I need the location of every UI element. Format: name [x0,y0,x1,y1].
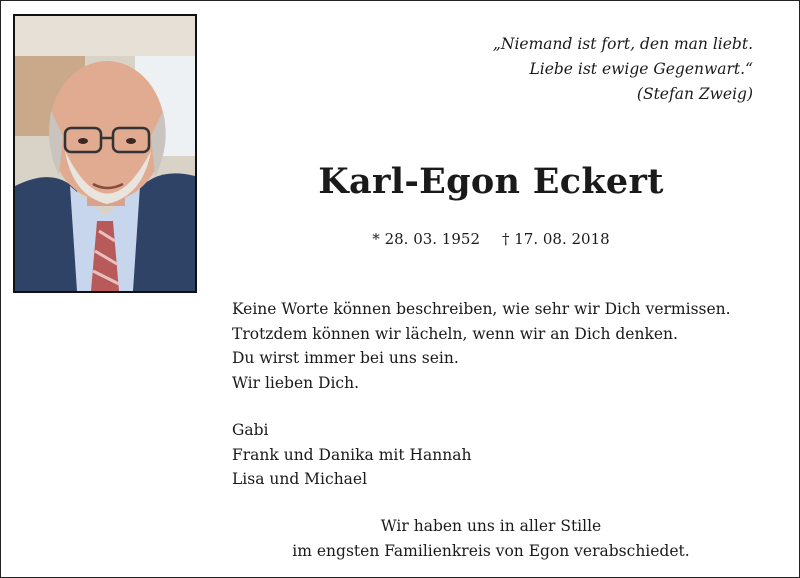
portrait-photo [13,14,197,293]
death-date: † 17. 08. 2018 [502,230,610,248]
message-line: Trotzdem können wir lächeln, wenn wir an Dich denken. [232,324,678,343]
message-line: Du wirst immer bei uns sein. [232,349,459,367]
quote-line: „Niemand ist fort, den man liebt. [492,35,753,53]
message-block [232,297,731,395]
closing-line: im engsten Familienkreis von Egon verabschiedet. [292,541,690,560]
message-line: Wir lieben Dich. [232,373,360,392]
family-block [232,418,471,492]
life-dates [233,230,749,248]
message-line: Keine Worte können beschreiben, wie sehr wir Dich vermissen. [232,300,731,318]
portrait-illustration [15,16,195,291]
birth-date: * 28. 03. 1952 [372,230,480,248]
family-line: Gabi [232,421,269,439]
family-line: Lisa und Michael [232,470,368,488]
deceased-name: Karl-Egon Eckert [318,161,664,202]
quote-line: Liebe ist ewige Gegenwart.“ [529,60,753,78]
quote-block [493,32,753,107]
family-line: Frank und Danika mit Hannah [232,445,472,464]
closing-line: Wir haben uns in aller Stille [380,517,602,535]
closing-block [233,514,749,563]
quote-author: (Stefan Zweig) [636,85,753,103]
